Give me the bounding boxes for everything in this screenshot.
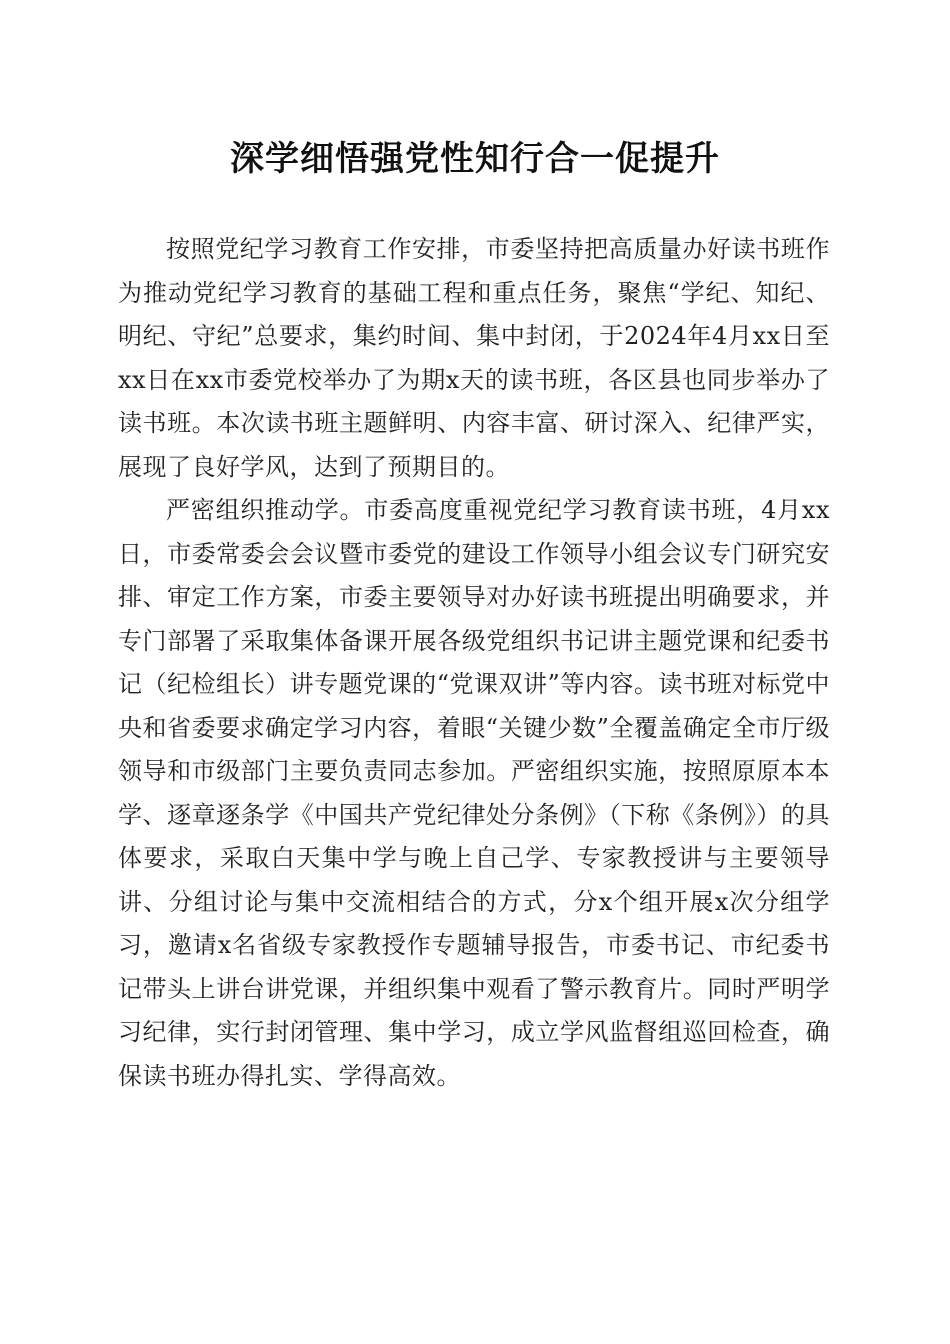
document-title: 深学细悟强党性知行合一促提升 [230, 139, 720, 179]
paragraph-organization: 严密组织推动学。市委高度重视党纪学习教育读书班，4月xx日，市委常委会会议暨市委党的建设工作领导小组会议专门研究安排、审定工作方案，市委主要领导对办好读书班提出明确要求，并专门部署了采取集体备课开展各级党组织书记讲主题党课和纪委书记（纪检组长）讲专题党课的“党课双讲”等内容。读书班对标党中央和省委要求确定学习内容，着眼“关键少数”全覆盖确定全市厅级领导和市级部门主要负责同志参加。严密组织实施，按照原原本本学、逐章逐条学《中国共产党纪律处分条例》（下称《条例》）的具体要求，采取白天集中学与晚上自己学、专家教授讲与主要领导讲、分组讨论与集中交流相结合的方式，分x个组开展x次分组学习，邀请x名省级专家教授作专题辅导报告，市委书记、市纪委书记带头上讲台讲党课，并组织集中观看了警示教育片。同时严明学习纪律，实行封闭管理、集中学习，成立学风监督组巡回检查，确保读书班办得扎实、学得高效。 [118, 496, 830, 1090]
document-body [118, 228, 830, 1098]
paragraph-intro: 按照党纪学习教育工作安排，市委坚持把高质量办好读书班作为推动党纪学习教育的基础工程和重点任务，聚焦“学纪、知纪、明纪、守纪”总要求，集约时间、集中封闭，于2024年4月xx日至xx日在xx市委党校举办了为期x天的读书班，各区县也同步举办了读书班。本次读书班主题鲜明、内容丰富、研讨深入、纪律严实，展现了良好学风，达到了预期目的。 [118, 235, 830, 481]
